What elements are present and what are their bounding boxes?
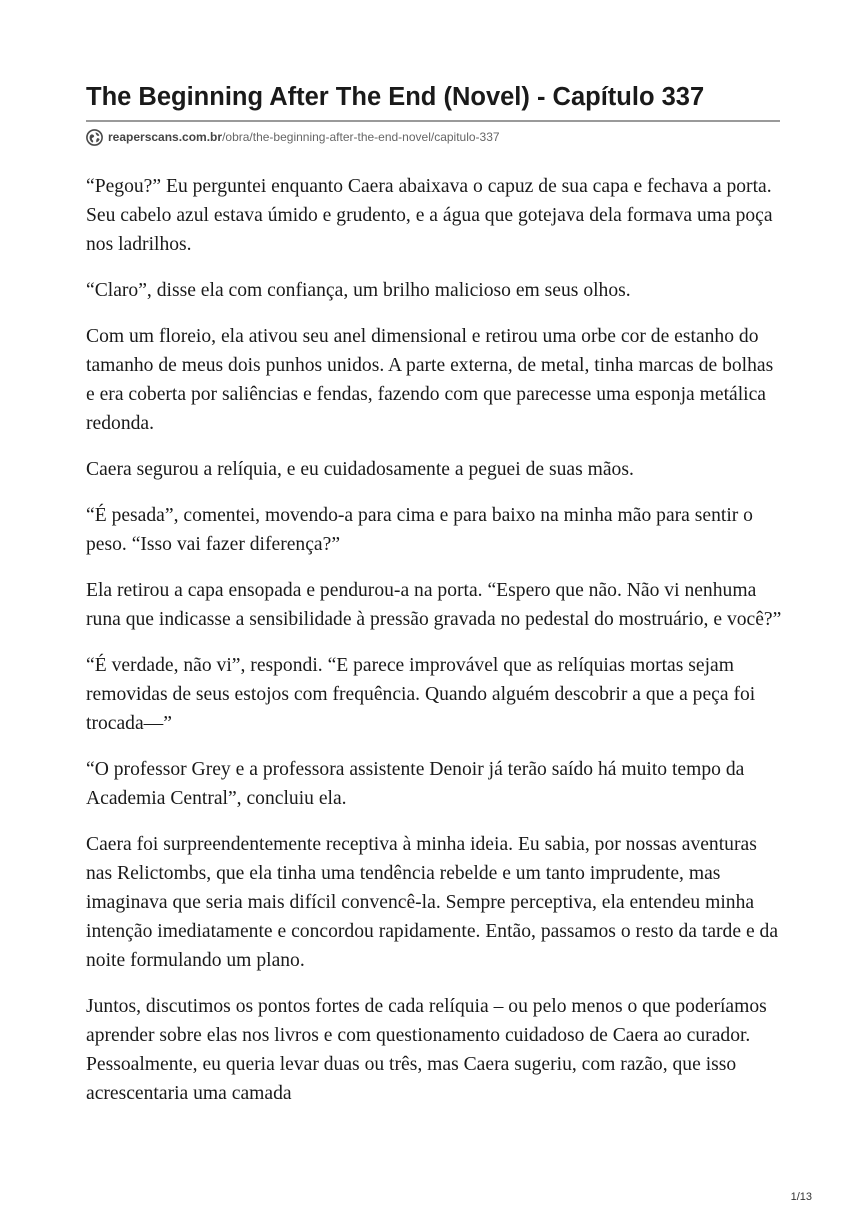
page-title: The Beginning After The End (Novel) - Capítulo 337: [86, 83, 705, 111]
paragraph: Ela retirou a capa ensopada e pendurou-a na porta. “Espero que não. Não vi nenhuma runa que indicasse a sensibilidade à pressão gravada no pedestal do mostruário, e você?”: [86, 580, 782, 630]
page-number: 1/13: [790, 1191, 812, 1203]
paragraph: “Claro”, disse ela com confiança, um brilho malicioso em seus olhos.: [86, 280, 631, 301]
globe-icon: [86, 129, 103, 146]
source-path: /obra/the-beginning-after-the-end-novel/capitulo-337: [222, 130, 500, 144]
paragraph: Caera foi surpreendentemente receptiva à minha ideia. Eu sabia, por nossas aventuras nas Relictombs, que ela tinha uma tendência rebelde e um tanto imprudente, mas imaginava que seria mais difícil convencê-la. Sempre perceptiva, ela entendeu minha intenção imediatamente e concordou rapidamente. Então, passamos o resto da tarde e da noite formulando um plano.: [86, 834, 779, 971]
paragraph: Caera segurou a relíquia, e eu cuidadosamente a peguei de suas mãos.: [86, 459, 634, 480]
paragraph: “Pegou?” Eu perguntei enquanto Caera abaixava o capuz de sua capa e fechava a porta. Seu cabelo azul estava úmido e grudento, e a água que gotejava dela formava uma poça nos ladrilhos.: [86, 176, 773, 255]
paragraph: Com um floreio, ela ativou seu anel dimensional e retirou uma orbe cor de estanho do tamanho de meus dois punhos unidos. A parte externa, de metal, tinha marcas de bolhas e era coberta por saliências e fendas, fazendo com que parecesse uma esponja metálica redonda.: [86, 326, 774, 434]
source-url[interactable]: [86, 127, 500, 147]
paragraph: Juntos, discutimos os pontos fortes de cada relíquia – ou pelo menos o que poderíamos aprender sobre elas nos livros e com questionamento cuidadoso de Caera ao curador. Pessoalmente, eu queria levar duas ou três, mas Caera sugeriu, com razão, que isso acrescentaria uma camada: [86, 996, 767, 1104]
paragraph: “É pesada”, comentei, movendo-a para cima e para baixo na minha mão para sentir o peso. “Isso vai fazer diferença?”: [86, 505, 753, 555]
source-domain: reaperscans.com.br: [108, 130, 223, 144]
chapter-text: [86, 172, 786, 1125]
paragraph: “É verdade, não vi”, respondi. “E parece improvável que as relíquias mortas sejam removidas de seus estojos com frequência. Quando alguém descobrir a que a peça foi trocada—”: [86, 655, 756, 734]
title-divider: [86, 120, 780, 122]
paragraph: “O professor Grey e a professora assistente Denoir já terão saído há muito tempo da Academia Central”, concluiu ela.: [86, 759, 745, 809]
